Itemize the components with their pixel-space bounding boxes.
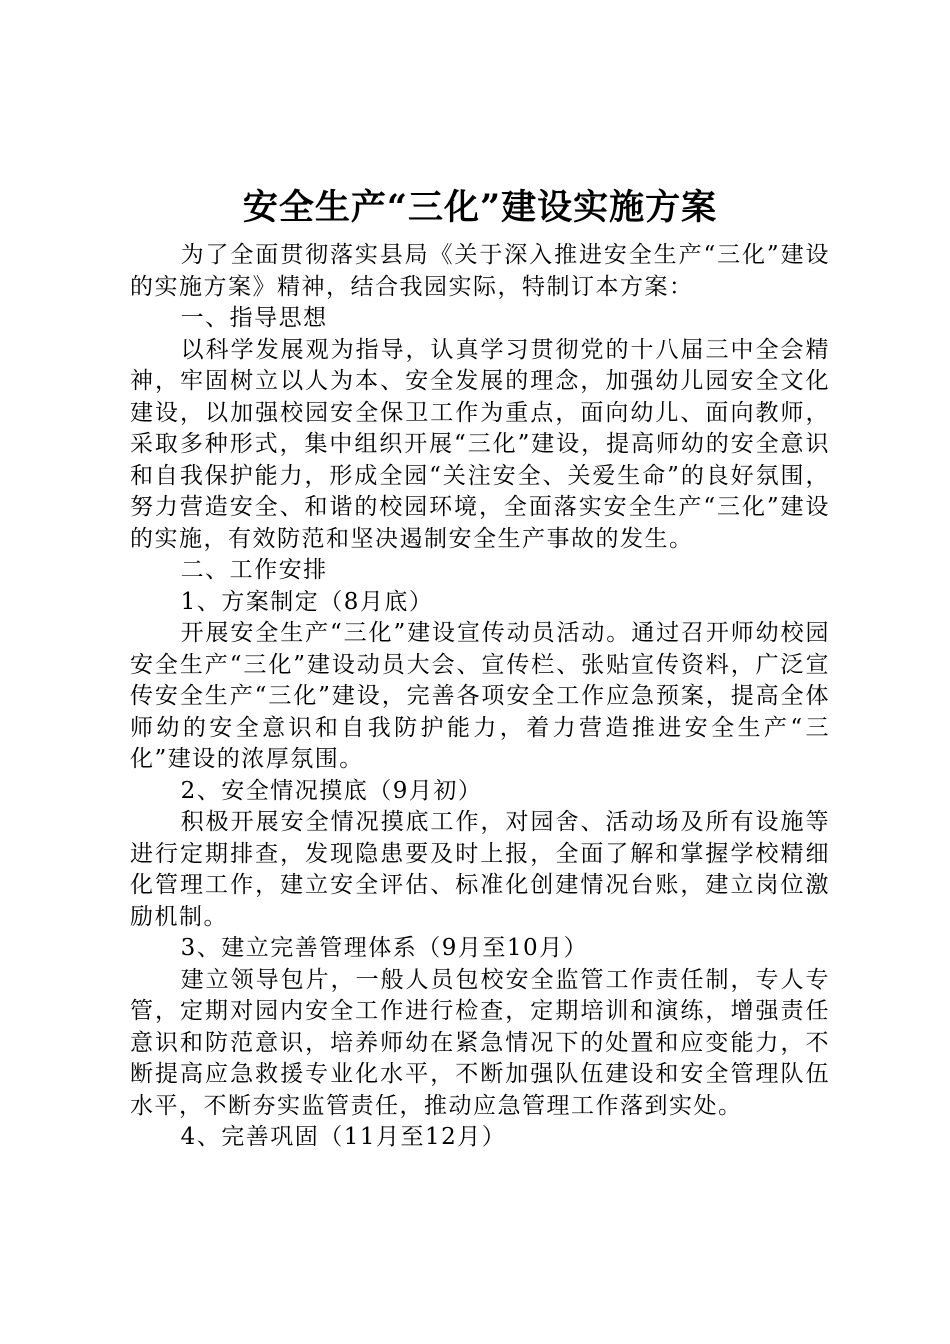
safety-survey-paragraph: 积极开展安全情况摸底工作，对园舍、活动场及所有设施等进行定期排查，发现隐患要及时上报，全面了解和掌握学校精细化管理工作，建立安全评估、标准化创建情况台账，建立岗位激励机制。	[130, 809, 830, 930]
guiding-ideology-paragraph: 以科学发展观为指导，认真学习贯彻党的十八届三中全会精神，牢固树立以人为本、安全发展的理念，加强幼儿园安全文化建设，以加强校园安全保卫工作为重点，面向幼儿、面向教师，采取多种形式，集中组织开展“三化”建设，提高师幼的安全意识和自我保护能力，形成全园“关注安全、关爱生命”的良好氛围，努力营造安全、和谐的校园环境，全面落实安全生产“三化”建设的实施，有效防范和坚决遏制安全生产事故的发生。	[130, 336, 830, 552]
subheading-safety-survey: 2、安全情况摸底（9月初）	[180, 777, 483, 804]
subheading-consolidation: 4、完善巩固（11月至12月）	[180, 1124, 507, 1150]
subheading-management-system: 3、建立完善管理体系（9月至10月）	[180, 935, 589, 961]
subheading-plan-formulation: 1、方案制定（8月底）	[180, 588, 434, 615]
document-title: 安全生产“三化”建设实施方案	[242, 187, 718, 228]
section-heading-guiding-ideology: 一、指导思想	[180, 305, 328, 331]
management-system-paragraph: 建立领导包片，一般人员包校安全监管工作责任制，专人专管，定期对园内安全工作进行检查，定期培训和演练，增强责任意识和防范意识，培养师幼在紧急情况下的处置和应变能力，不断提高应急救援专业化水平，不断加强队伍建设和安全管理队伍水平，不断夯实监管责任，推动应急管理工作落到实处。	[130, 966, 830, 1119]
document-page	[130, 182, 830, 1154]
intro-paragraph: 为了全面贯彻落实县局《关于深入推进安全生产“三化”建设的实施方案》精神，结合我园实际，特制订本方案：	[130, 242, 830, 300]
plan-formulation-paragraph: 开展安全生产“三化”建设宣传动员活动。通过召开师幼校园安全生产“三化”建设动员大会、宣传栏、张贴宣传资料，广泛宣传安全生产“三化”建设，完善各项安全工作应急预案，提高全体师幼的安全意识和自我防护能力，着力营造推进安全生产“三化”建设的浓厚氛围。	[130, 620, 830, 772]
section-heading-work-arrangement: 二、工作安排	[180, 557, 328, 583]
